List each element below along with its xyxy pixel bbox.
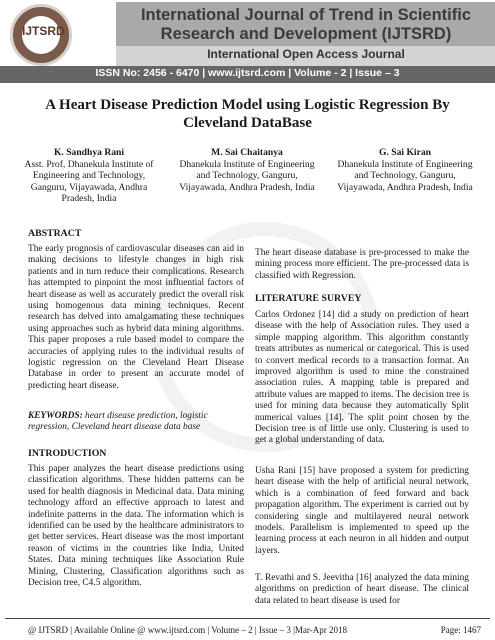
preprocess-paragraph: The heart disease database is pre-processed to make the mining process more efficient. The pre-processed data is classified with Regression. xyxy=(255,248,469,281)
issn-line: ISSN No: 2456 - 6470 | www.ijtsrd.com | Volume - 2 | Issue – 3 xyxy=(95,67,400,79)
literature-paragraph-3: T. Revathi and S. Jeevitha [16] analyzed the data mining algorithms on prediction of heart disease. The clinical data related to heart disease is used for xyxy=(255,573,469,606)
introduction-heading: INTRODUCTION xyxy=(28,448,107,459)
literature-survey-heading: LITERATURE SURVEY xyxy=(255,293,362,304)
author-affiliation: Dhanekula Institute of Engineering and Technology, Ganguru, Vijayawada, Andhra Pradesh, India xyxy=(179,158,315,193)
author-affiliation: Asst. Prof, Dhanekula Institute of Engineering and Technology, Ganguru, Vijayawada, Andhra Pradesh, India xyxy=(24,158,154,204)
literature-paragraph-1: Carlos Ordonez [14] did a study on prediction of heart disease with the help of Association rules. They used a simple mapping algorithm. This algorithm constantly treats attributes as numerical or categorical. This is used to convert medical records to a transaction format. An improved algorithm is used to mine the constrained association rules. A mapping table is prepared and attribute values are mapped to items. The decision tree is used for mining data because they automatically Split numerical values [14]. The split point chosen by the Decision tree is of little use only. Clustering is used to get a global understanding of data. xyxy=(255,310,469,446)
footer-rule xyxy=(5,618,490,619)
journal-name: International Journal of Trend in Scientific Research and Development (IJTSRD) xyxy=(140,6,472,43)
abstract-text: The early prognosis of cardiovascular diseases can aid in making decisions to lifestyle changes in high risk patients and in turn reduce their complications. Research has attempted to pinpoint the most influential factors of heart disease as well as accurately predict the overall risk using homogenous data mining techniques. Recent research has delved into amalgamating these techniques using approaches such as hybrid data mining algorithms. This paper proposes a rule based model to compare the accuracies of applying rules to the individual results of logistic regression on the Cleveland Heart Disease Database in order to present an accurate model of predicting heart disease. xyxy=(28,244,244,391)
page-number: Page: 1467 xyxy=(440,625,481,635)
journal-logo xyxy=(10,4,72,66)
keywords-label: KEYWORDS: xyxy=(28,411,83,421)
introduction-text: This paper analyzes the heart disease predictions using classification algorithms. These hidden patterns can be used for health diagnosis in Medicinal data. Data mining technology afford an effective approach to latest and indefinite patterns in the data. The information which is identified can be used by the healthcare administrators to get better services. Heart disease was the most important reason of victims in the countries like India, United States. Data mining techniques like Association Rule Mining, Clustering, Classification algorithms such as Decision tree, C4.5 algorithm. xyxy=(28,464,244,589)
keywords xyxy=(28,411,244,434)
journal-header xyxy=(0,0,495,86)
author-name: G. Sai Kiran xyxy=(379,147,431,158)
author-1 xyxy=(14,147,164,205)
page-footer xyxy=(0,618,495,640)
paper-title: A Heart Disease Prediction Model using Logistic Regression By Cleveland DataBase xyxy=(45,97,450,131)
abstract-heading: ABSTRACT xyxy=(28,228,82,239)
logo-text: IJTSRD xyxy=(22,24,65,38)
author-affiliation: Dhanekula Institute of Engineering and Technology, Ganguru, Vijayawada, Andhra Pradesh, India xyxy=(337,158,473,193)
literature-paragraph-2: Usha Rani [15] have proposed a system for predicting heart disease with the help of artificial neural network, which is a combination of feed forward and back propagation algorithm. The experiment is carried out by considering single and multilayered neural network models. Parallelism is implemented to speed up the learning process at each neuron in all hidden and output layers. xyxy=(255,466,469,556)
footer-text: @ IJTSRD | Available Online @ www.ijtsrd.com | Volume – 2 | Issue – 3 |Mar-Apr 2018 xyxy=(28,625,347,635)
journal-subtitle: International Open Access Journal xyxy=(207,47,405,61)
author-2 xyxy=(172,147,322,193)
keywords-text: heart disease prediction, logistic regression, Cleveland heart disease data base xyxy=(28,411,208,433)
author-name: K. Sandhya Rani xyxy=(53,147,125,158)
author-3 xyxy=(330,147,480,193)
author-name: M. Sai Chaitanya xyxy=(211,147,283,158)
